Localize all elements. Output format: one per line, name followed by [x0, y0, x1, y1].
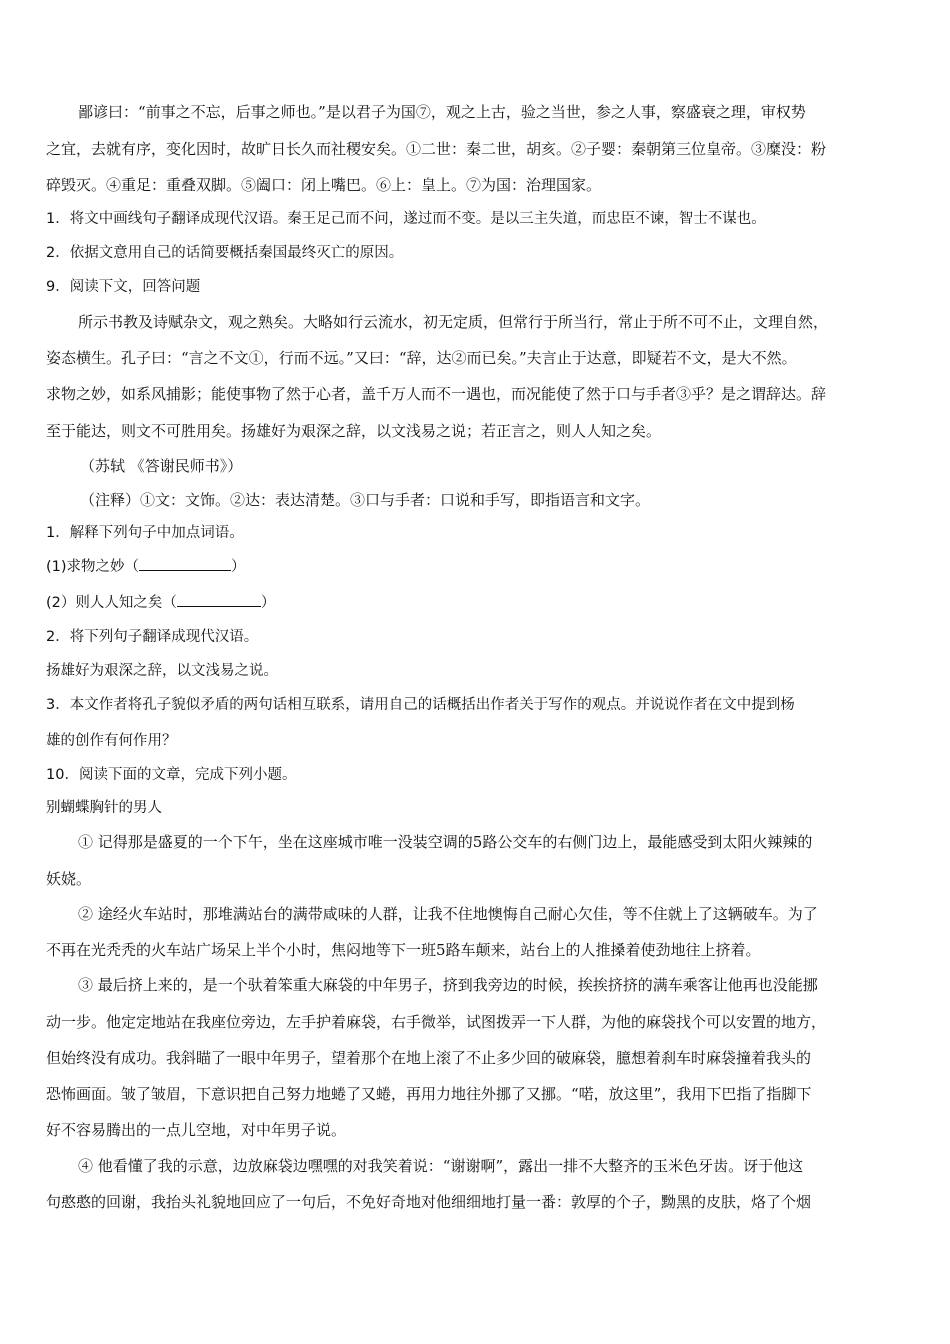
question-item: 2．将下列句子翻译成现代汉语。 [46, 629, 259, 645]
passage-line: 求物之妙，如系风捕影；能使事物了然于心者，盖千万人而不一遇也，而况能使了然于口与手者③乎？是之谓辞达。辞 [46, 385, 827, 403]
fill-blank-item: (1)求物之妙（ ） [46, 555, 906, 577]
passage-line: 姿态横生。孔子曰：“言之不文①，行而不远。”又曰：“辞，达②而已矣。”夫言止于达意，即疑若不文，是大不然。 [46, 349, 797, 367]
blank-label: (1)求物之妙（ [46, 559, 140, 575]
translate-sentence: 扬雄好为艰深之辞，以文浅易之说。 [46, 663, 278, 679]
article-title: 别蝴蝶胸针的男人 [46, 800, 162, 816]
answer-blank[interactable] [177, 591, 261, 607]
annotation-notes: （注释）①文：文饰。②达：表达清楚。③口与手者：口说和手写，即指语言和文字。 [80, 491, 651, 509]
article-line: 恐怖画面。皱了皱眉，下意识把自己努力地蜷了又蜷，再用力地往外挪了又挪。“喏，放这里”，我用下巴指了指脚下 [46, 1085, 812, 1103]
article-line: 但始终没有成功。我斜瞄了一眼中年男子，望着那个在地上滚了不止多少回的破麻袋，臆想着刹车时麻袋撞着我头的 [46, 1049, 812, 1067]
article-line: ③ 最后挤上来的，是一个驮着笨重大麻袋的中年男子，挤到我旁边的时候，挨挨挤挤的满车乘客让他再也没能挪 [78, 976, 818, 994]
article-line: 好不容易腾出的一点儿空地，对中年男子说。 [46, 1121, 347, 1139]
answer-blank[interactable] [139, 555, 231, 571]
article-line: ① 记得那是盛夏的一个下午，坐在这座城市唯一没装空调的5路公交车的右侧门边上，最能感受到太阳火辣辣的 [78, 833, 813, 851]
passage-line: 碎毁灭。④重足：重叠双脚。⑤阖口：闭上嘴巴。⑥上：皇上。⑦为国：治理国家。 [46, 176, 602, 194]
question-item: 3．本文作者将孔子貌似矛盾的两句话相互联系，请用自己的话概括出作者关于写作的观点。并说说作者在文中提到杨 [46, 697, 795, 713]
question-item: 1．解释下列句子中加点词语。 [46, 525, 244, 541]
source-citation: （苏轼 《答谢民师书》） [80, 457, 243, 475]
article-line: 句憨憨的回谢，我抬头礼貌地回应了一句后，不免好奇地对他细细地打量一番：敦厚的个子，黝黑的皮肤，烙了个烟 [46, 1193, 812, 1211]
article-line: 妖娆。 [46, 870, 92, 888]
question-heading: 9．阅读下文，回答问题 [46, 279, 201, 295]
question-heading: 10．阅读下面的文章，完成下列小题。 [46, 767, 297, 783]
question-item: 1．将文中画线句子翻译成现代汉语。秦王足己而不问，遂过而不变。是以三主失道，而忠臣不谏，智士不谋也。 [46, 211, 766, 227]
passage-line: 所示书教及诗赋杂文，观之熟矣。大略如行云流水，初无定质，但常行于所当行，常止于所不可不止，文理自然， [78, 313, 829, 331]
passage-line: 鄙谚曰：“前事之不忘，后事之师也。”是以君子为国⑦，观之上古，验之当世，参之人事，察盛衰之理，审权势 [78, 103, 806, 121]
question-item: 2．依据文意用自己的话简要概括秦国最终灭亡的原因。 [46, 245, 404, 261]
article-line: 动一步。他定定地站在我座位旁边，左手护着麻袋，右手微举，试图拨弄一下人群，为他的麻袋找个可以安置的地方， [46, 1013, 827, 1031]
blank-label: (2）则人人知之矣（ [46, 595, 177, 611]
passage-line: 至于能达，则文不可胜用矣。扬雄好为艰深之辞，以文浅易之说；若正言之，则人人知之矣。 [46, 422, 662, 440]
fill-blank-item: (2）则人人知之矣（ ） [46, 591, 906, 613]
passage-line: 之宜，去就有序，变化因时，故旷日长久而社稷安矣。①二世：秦二世，胡亥。②子婴：秦朝第三位皇帝。③糜没：粉 [46, 140, 827, 158]
question-item: 雄的创作有何作用？ [46, 733, 177, 749]
article-line: ② 途经火车站时，那堆满站台的满带咸味的人群，让我不住地懊悔自己耐心欠佳，等不住就上了这辆破车。为了 [78, 905, 818, 923]
article-line: 不再在光秃秃的火车站广场呆上半个小时，焦闷地等下一班5路车颠来，站台上的人推搡着使劲地往上挤着。 [46, 941, 761, 959]
article-line: ④ 他看懂了我的示意，边放麻袋边嘿嘿的对我笑着说：“谢谢啊”，露出一排不大整齐的玉米色牙齿。讶于他这 [78, 1157, 804, 1175]
